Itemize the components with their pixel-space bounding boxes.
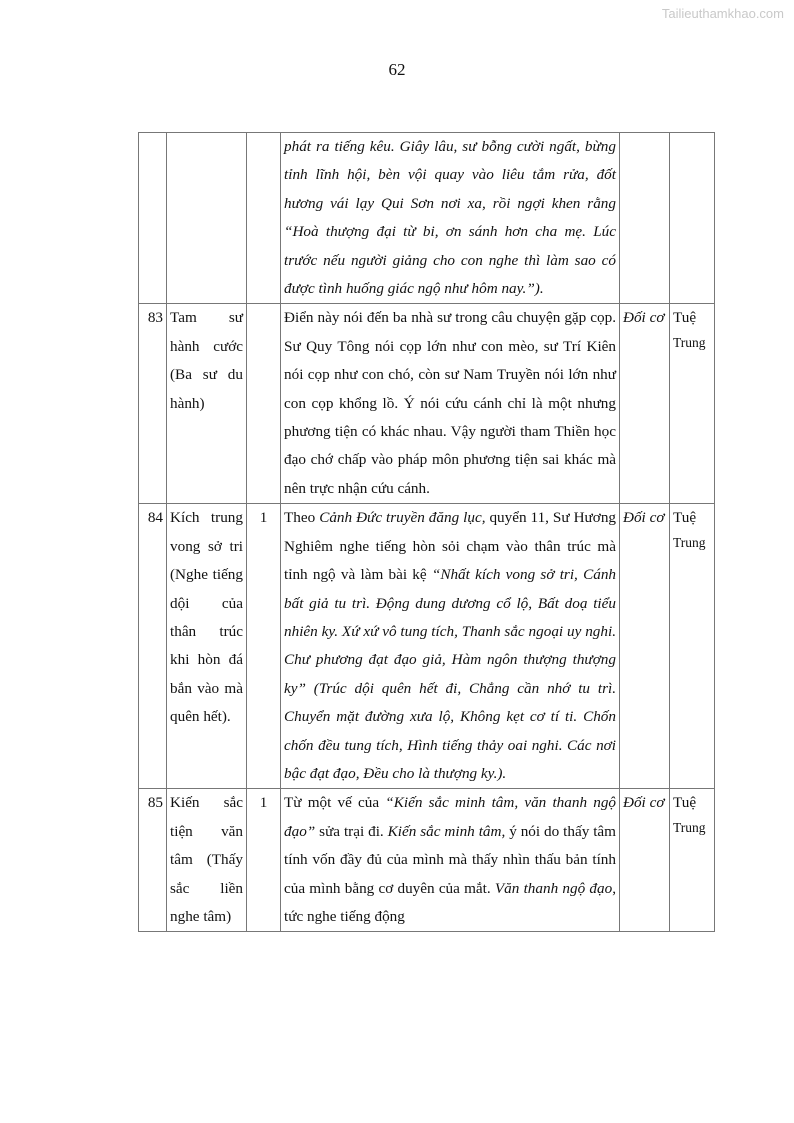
table-row	[139, 133, 715, 304]
desc-text: Từ một vế của	[284, 794, 386, 812]
page-number: 62	[388, 60, 406, 79]
entry-type: Đối cơ	[620, 789, 670, 932]
entry-number: 83	[139, 304, 167, 504]
entry-count	[247, 133, 281, 304]
table-row	[139, 789, 715, 932]
entry-source	[670, 504, 715, 789]
entry-source-line1: Tuệ	[673, 794, 697, 812]
watermark: Tailieuthamkhao.com	[661, 6, 784, 21]
entry-source	[670, 789, 715, 932]
entry-description	[281, 504, 620, 789]
entry-source-line1: Tuệ	[673, 309, 697, 327]
entry-source	[670, 133, 715, 304]
quote: “Kiến sắc minh tâm, văn thanh ngộ đạo”	[284, 794, 617, 840]
entry-term: Kích trung vong sở tri (Nghe tiếng dội của thân trúc khi hòn đá bắn vào mà quên hết).	[167, 504, 247, 789]
desc-text: Theo	[284, 509, 320, 527]
entry-source	[670, 304, 715, 504]
entry-term: Kiến sắc tiện văn tâm (Thấy sắc liền nghe tâm)	[167, 789, 247, 932]
desc-text: , tức nghe tiếng động	[284, 879, 616, 925]
table-row	[139, 504, 715, 789]
entry-type: Đối cơ	[620, 504, 670, 789]
entry-term	[167, 133, 247, 304]
desc-text: ý nói do thấy tâm tính vốn đầy đủ của mình mà thấy nhìn thấu bản tính của mình bằng cơ duyên của mắt.	[284, 822, 616, 897]
entry-term: Tam sư hành cước (Ba sư du hành)	[167, 304, 247, 504]
phrase: Kiến sắc minh tâm,	[387, 822, 506, 840]
glossary-table	[138, 132, 715, 932]
desc-text: quyển 11, Sư Hương Nghiêm nghe tiếng hòn sỏi chạm vào thân trúc mà tỉnh ngộ và làm bài kệ	[284, 509, 617, 584]
entry-count	[247, 304, 281, 504]
entry-number	[139, 133, 167, 304]
table-row	[139, 304, 715, 504]
book-title: Cảnh Đức truyền đăng lục,	[319, 509, 486, 527]
entry-source-line2: Trung	[673, 334, 706, 350]
entry-type: Đối cơ	[620, 304, 670, 504]
entry-number: 84	[139, 504, 167, 789]
desc-text: sửa trại đi.	[315, 822, 388, 840]
entry-number: 85	[139, 789, 167, 932]
entry-source-line2: Trung	[673, 534, 706, 550]
phrase: Văn thanh ngộ đạo	[494, 879, 613, 897]
entry-count: 1	[247, 504, 281, 789]
entry-description: phát ra tiếng kêu. Giây lâu, sư bỗng cười ngất, bừng tỉnh lĩnh hội, bèn vội quay vào liêu tắm rửa, đốt hương vái lạy Qui Sơn nơi xa, rồi ngợi khen rằng “Hoà thượng đại từ bi, ơn sánh hơn cha mẹ. Lúc trước nếu người giảng cho con nghe thì làm sao có được tình huống giác ngộ như hôm nay.”).	[281, 133, 620, 304]
entry-type	[620, 133, 670, 304]
verse-quote: “Nhất kích vong sở tri, Cánh bất giả tu trì. Động dung dương cổ lộ, Bất doạ tiểu nhiên ky. Xứ xứ vô tung tích, Thanh sắc ngoại uy nghi. Chư phương đạt đạo giả, Hàm ngôn thượng thượng ky” (Trúc dội quên hết đi, Chẳng cần nhớ tu trì. Chuyển mặt đường xưa lộ, Không kẹt cơ tí ti. Chốn chốn đều tung tích, Hình tiếng thảy oai nghi. Các nơi bậc đạt đạo, Đều cho là thượng ky.).	[284, 566, 617, 782]
entry-count: 1	[247, 789, 281, 932]
entry-source-line1: Tuệ	[673, 509, 697, 527]
entry-description: Điển này nói đến ba nhà sư trong câu chuyện gặp cọp. Sư Quy Tông nói cọp lớn như con mèo, sư Trí Kiên nói cọp như con chó, còn sư Nam Truyền nói lớn như con cọp khổng lồ. Ý nói cứu cánh chỉ là một nhưng phương tiện có khác nhau. Vậy người tham Thiền học đạo chớ chấp vào pháp môn phương tiện sai khác mà nên trực nhận cứu cánh.	[281, 304, 620, 504]
entry-description	[281, 789, 620, 932]
entry-source-line2: Trung	[673, 819, 706, 835]
